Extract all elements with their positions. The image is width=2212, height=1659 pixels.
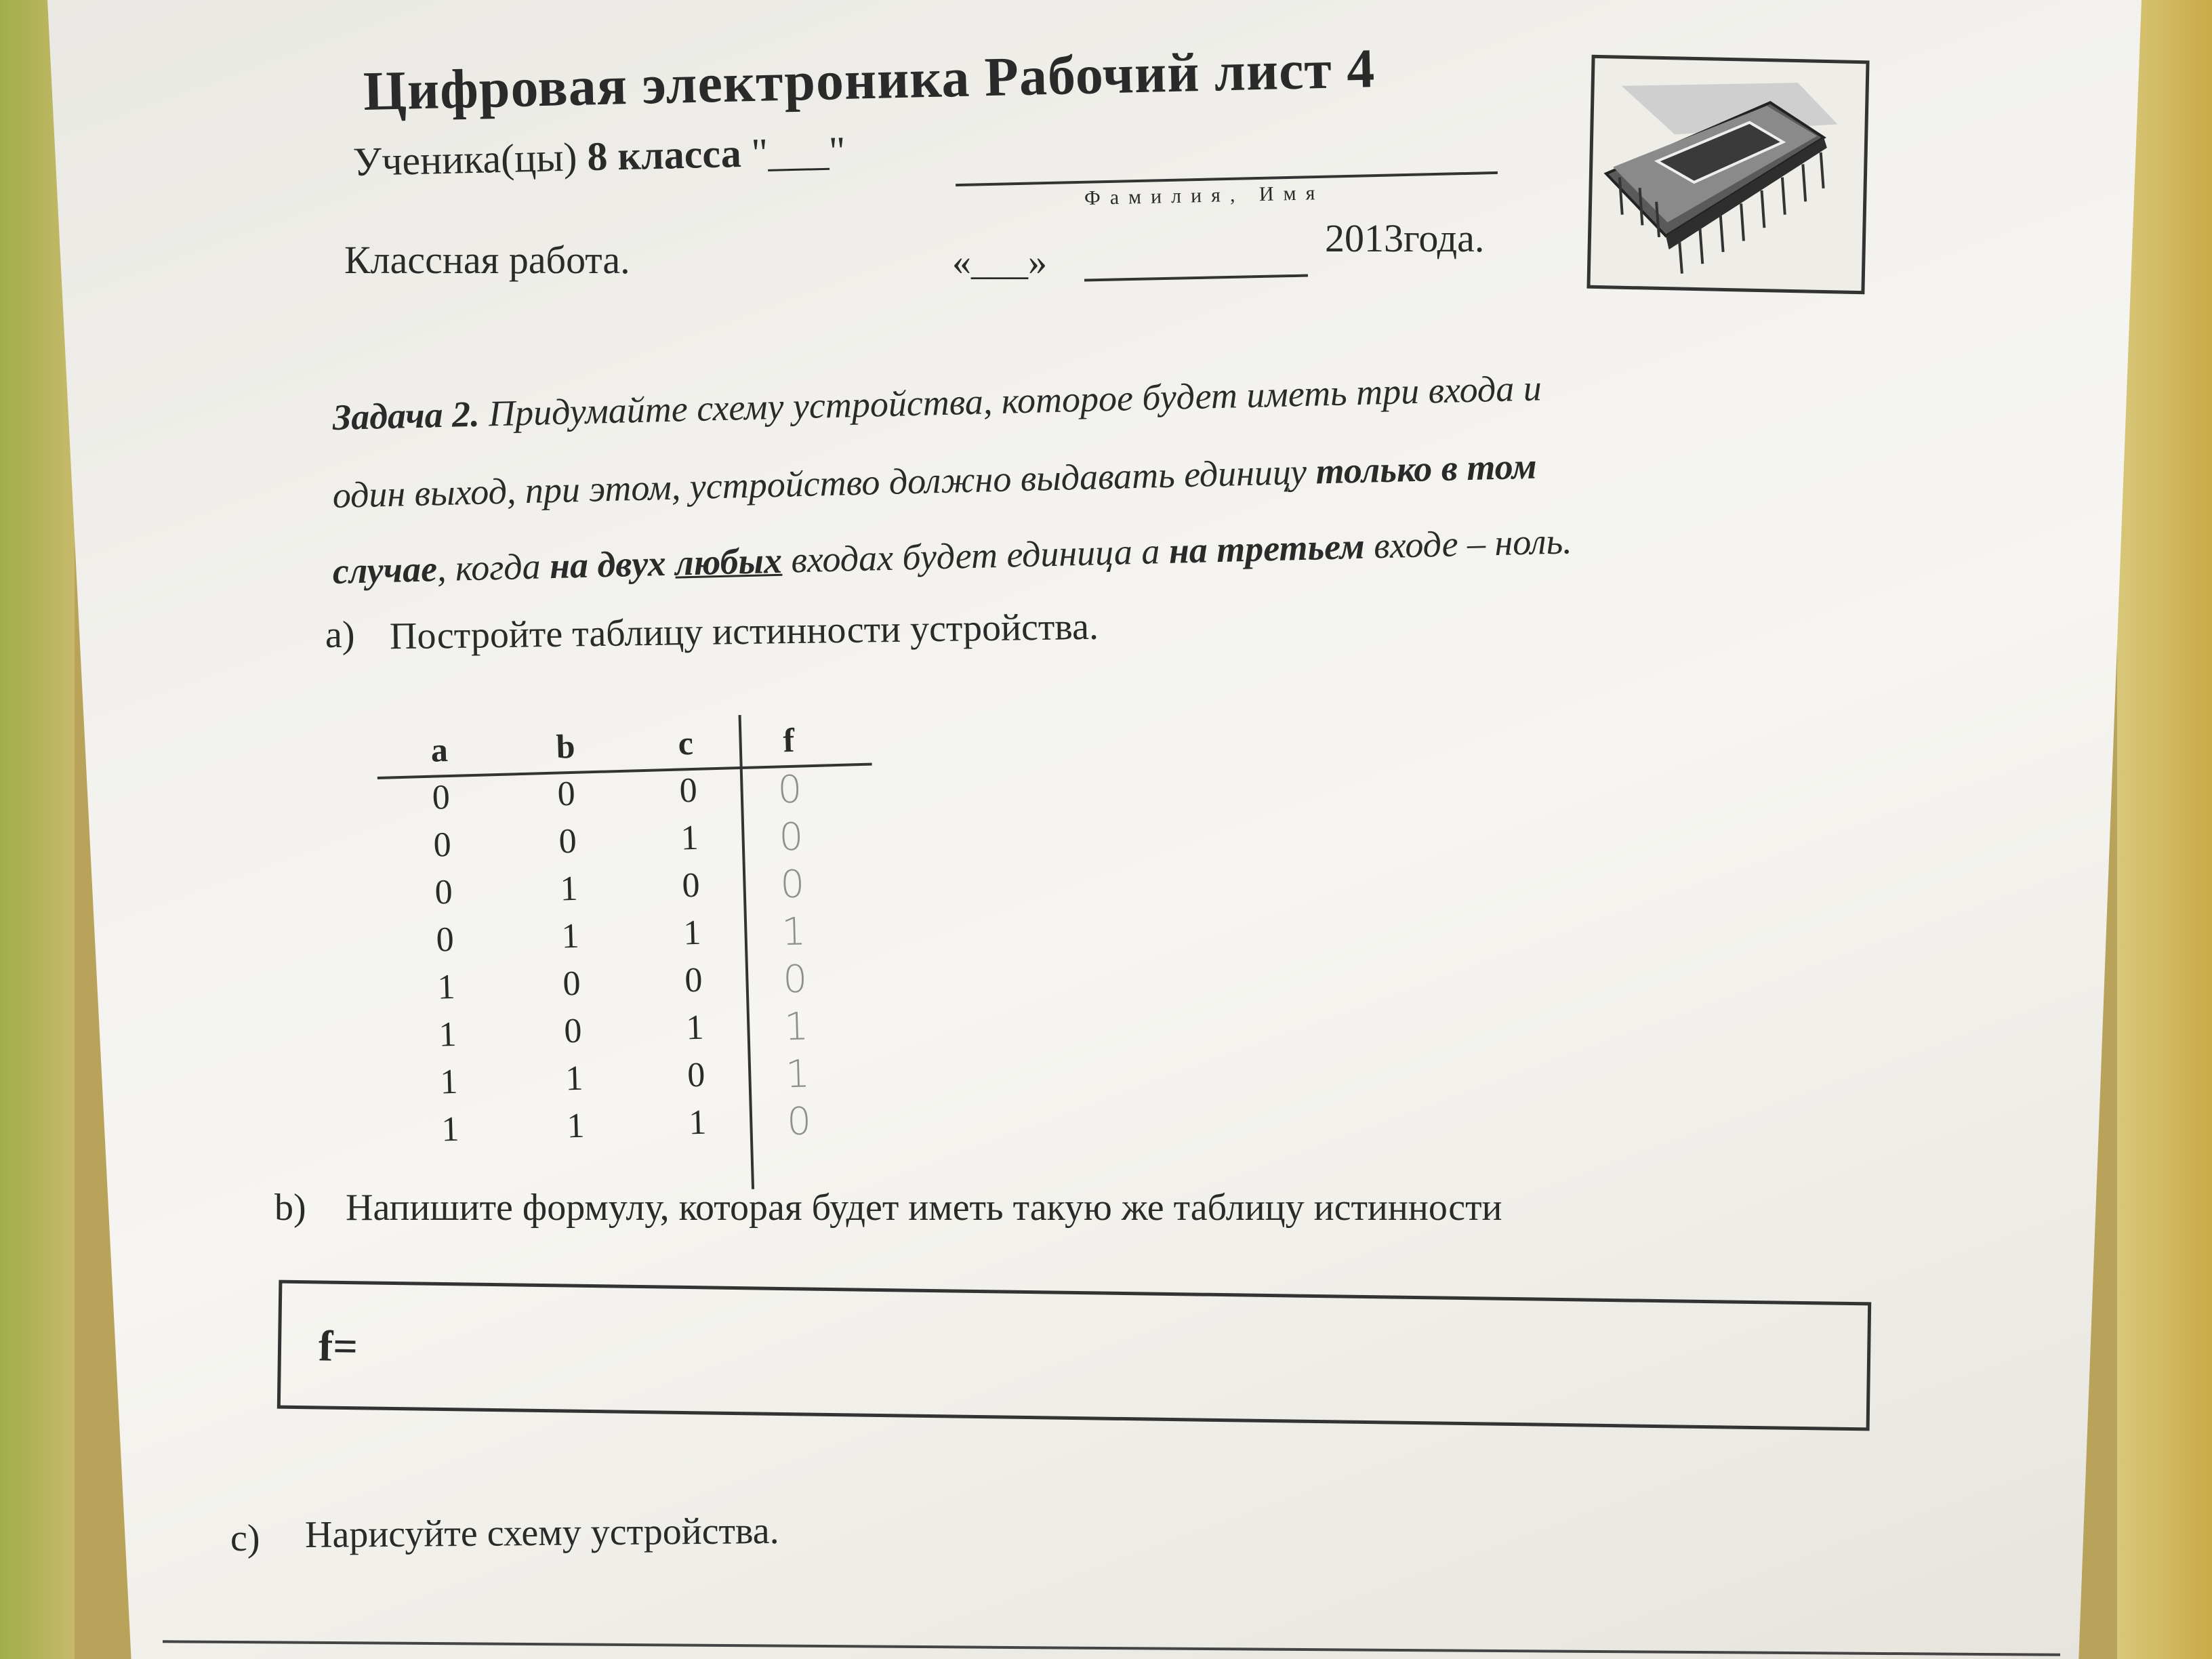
truth-input-cell: 1 xyxy=(441,1109,460,1149)
truth-input-cell: 1 xyxy=(439,1062,459,1102)
name-caption: Фамилия, Имя xyxy=(1084,181,1325,210)
truth-input-cell: 1 xyxy=(566,1106,586,1146)
task-text-3e: входах будет единица а xyxy=(781,530,1170,581)
part-c-text: Нарисуйте схему устройства. xyxy=(304,1509,779,1557)
worksheet-title: Цифровая электроника Рабочий лист 4 xyxy=(363,37,1376,122)
task-text-2b: только в том xyxy=(1315,445,1538,492)
truth-input-cell: 1 xyxy=(436,967,456,1007)
task-text-3d: любых xyxy=(674,539,783,583)
truth-input-cell: 1 xyxy=(682,913,702,953)
truth-output-cell: 1 xyxy=(785,1052,811,1097)
part-c-marker: c) xyxy=(230,1517,260,1559)
truth-output-cell: 1 xyxy=(781,909,807,955)
truth-input-cell: 0 xyxy=(687,1055,706,1095)
truth-output-cell: 0 xyxy=(778,815,804,860)
truth-input-cell: 1 xyxy=(688,1103,708,1143)
truth-output-cell: 0 xyxy=(777,767,803,813)
task-text-3f: на третьем xyxy=(1168,525,1366,571)
truth-input-cell: 0 xyxy=(681,865,701,905)
truth-input-cell: 0 xyxy=(563,1011,583,1051)
truth-input-cell: 0 xyxy=(556,774,576,814)
truth-output-cell: 0 xyxy=(779,862,806,907)
truth-input-cell: 0 xyxy=(434,872,453,912)
classwork-label: Классная работа. xyxy=(344,238,630,282)
microchip-illustration xyxy=(1586,55,1869,295)
truth-output-cell: 0 xyxy=(782,957,808,1002)
truth-output-cell: 0 xyxy=(786,1099,812,1145)
truth-input-cell: 1 xyxy=(559,869,579,909)
task-text-2a: один выход, при этом, устройство должно выдавать единицу xyxy=(332,451,1317,516)
part-b-marker: b) xyxy=(274,1187,306,1229)
task-text-3b: , когда xyxy=(436,546,550,590)
truth-input-cell: 0 xyxy=(432,825,452,865)
task-text-3a: случае xyxy=(332,548,438,592)
student-class: 8 класса xyxy=(586,130,742,180)
truth-input-cell: 1 xyxy=(685,1008,705,1048)
truth-header-c: c xyxy=(677,723,694,762)
truth-input-cell: 1 xyxy=(565,1059,584,1099)
truth-input-cell: 0 xyxy=(435,920,455,960)
part-a-marker: a) xyxy=(325,614,355,656)
student-class-blank: "___" xyxy=(740,128,846,176)
truth-header-a: a xyxy=(430,731,449,769)
microchip-icon xyxy=(1591,58,1866,291)
date-day-blank: «___» xyxy=(952,241,1047,283)
task-text-3c: на двух xyxy=(549,542,676,587)
truth-header-f: f xyxy=(782,720,796,760)
truth-input-cell: 1 xyxy=(680,818,699,858)
truth-input-cell: 0 xyxy=(684,960,703,1000)
truth-input-cell: 0 xyxy=(558,821,577,861)
date-year: 2013года. xyxy=(1325,216,1485,260)
part-a-text: Постройте таблицу истинности устройства. xyxy=(389,605,1099,658)
truth-input-cell: 0 xyxy=(562,964,581,1004)
formula-answer-box[interactable] xyxy=(277,1280,1871,1431)
formula-label: f= xyxy=(318,1322,359,1371)
task-text-3g: входе – ноль. xyxy=(1364,520,1573,567)
truth-input-cell: 1 xyxy=(438,1015,457,1054)
truth-input-cell: 0 xyxy=(431,778,451,817)
truth-input-cell: 1 xyxy=(560,916,580,956)
truth-output-cell: 1 xyxy=(783,1004,809,1050)
truth-header-b: b xyxy=(555,726,576,766)
truth-input-cell: 0 xyxy=(678,771,698,811)
part-b-text: Напишите формулу, которая будет иметь такую же таблицу истинности xyxy=(346,1187,1502,1229)
task-text-1: Придумайте схему устройства, которое будет иметь три входа и xyxy=(478,367,1542,434)
student-prefix: Ученика(цы) xyxy=(352,134,588,184)
task-label: Задача 2. xyxy=(332,393,480,438)
